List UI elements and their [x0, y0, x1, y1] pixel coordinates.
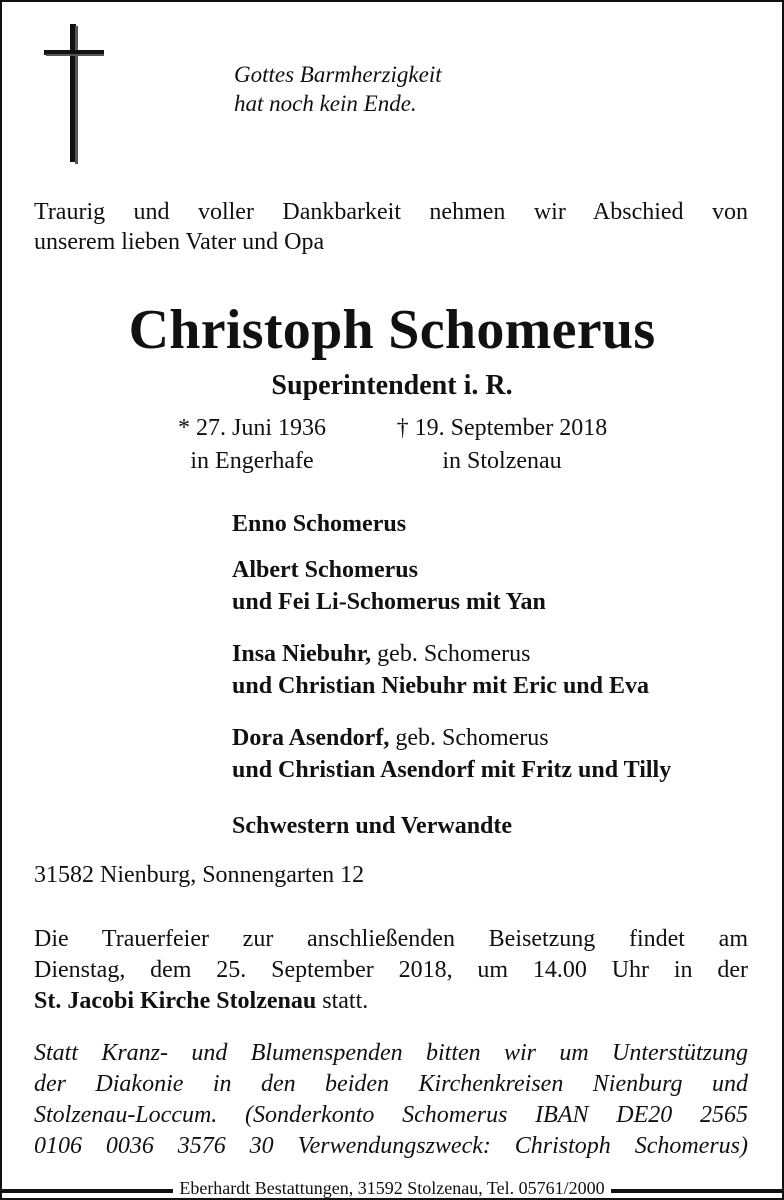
death-place: in Stolzenau	[442, 448, 562, 474]
death-date: † 19. September 2018	[396, 415, 608, 441]
mourner-group	[232, 638, 649, 702]
service-end: statt.	[316, 988, 369, 1014]
maiden-name: geb. Schomerus	[371, 641, 531, 667]
mourner-name: Dora Asendorf,	[232, 725, 390, 751]
mourner-family: und Fei Li-Schomerus mit Yan	[232, 589, 546, 615]
family-address: 31582 Nienburg, Sonnengarten 12	[34, 862, 365, 888]
donation-line-3: Stolzenau-Loccum. (Sonderkonto Schomerus IBAN DE20 2565	[34, 1102, 748, 1128]
bible-verse	[234, 60, 442, 118]
mourner-name: Enno Schomerus	[232, 511, 407, 537]
verse-line-2: hat noch kein Ende.	[234, 91, 417, 116]
donation-line-1: Statt Kranz- und Blumenspenden bitten wir um Unterstützung	[34, 1040, 748, 1066]
birth-column	[162, 412, 342, 478]
mourner-group	[232, 722, 671, 786]
intro-text	[34, 197, 748, 257]
death-column	[378, 412, 626, 478]
birth-place: in Engerhafe	[190, 448, 314, 474]
intro-line-2: unserem lieben Vater und Opa	[34, 229, 325, 255]
funeral-home-info: Eberhardt Bestattungen, 31592 Stolzenau, Tel. 05761/2000	[173, 1178, 610, 1198]
service-line-1: Die Trauerfeier zur anschließenden Beisetzung findet am	[34, 926, 748, 952]
mourner-group	[232, 554, 546, 618]
mourner-group	[232, 508, 406, 540]
deceased-title: Superintendent i. R.	[271, 370, 513, 401]
service-location: St. Jacobi Kirche Stolzenau	[34, 988, 317, 1014]
mourner-name: Albert Schomerus	[232, 557, 418, 583]
service-line-2: Dienstag, dem 25. September 2018, um 14.00 Uhr in der	[34, 957, 748, 983]
footer	[2, 1177, 782, 1199]
mourner-name: Schwestern und Verwandte	[232, 813, 513, 839]
intro-line-1: Traurig und voller Dankbarkeit nehmen wir Abschied von	[34, 199, 748, 225]
cross-icon	[42, 24, 106, 164]
funeral-service-info	[34, 924, 748, 1017]
maiden-name: geb. Schomerus	[389, 725, 549, 751]
deceased-name: Christoph Schomerus	[128, 299, 656, 361]
donation-line-2: der Diakonie in den beiden Kirchenkreisen Nienburg und	[34, 1071, 748, 1097]
mourner-group	[232, 810, 512, 842]
donation-line-4: 0106 0036 3576 30 Verwendungszweck: Christoph Schomerus)	[34, 1133, 748, 1159]
verse-line-1: Gottes Barmherzigkeit	[234, 62, 442, 87]
mourner-name: Insa Niebuhr,	[232, 641, 372, 667]
mourner-family: und Christian Asendorf mit Fritz und Tilly	[232, 757, 672, 783]
birth-date: * 27. Juni 1936	[177, 415, 326, 441]
mourner-family: und Christian Niebuhr mit Eric und Eva	[232, 673, 649, 699]
donation-request	[34, 1038, 748, 1162]
